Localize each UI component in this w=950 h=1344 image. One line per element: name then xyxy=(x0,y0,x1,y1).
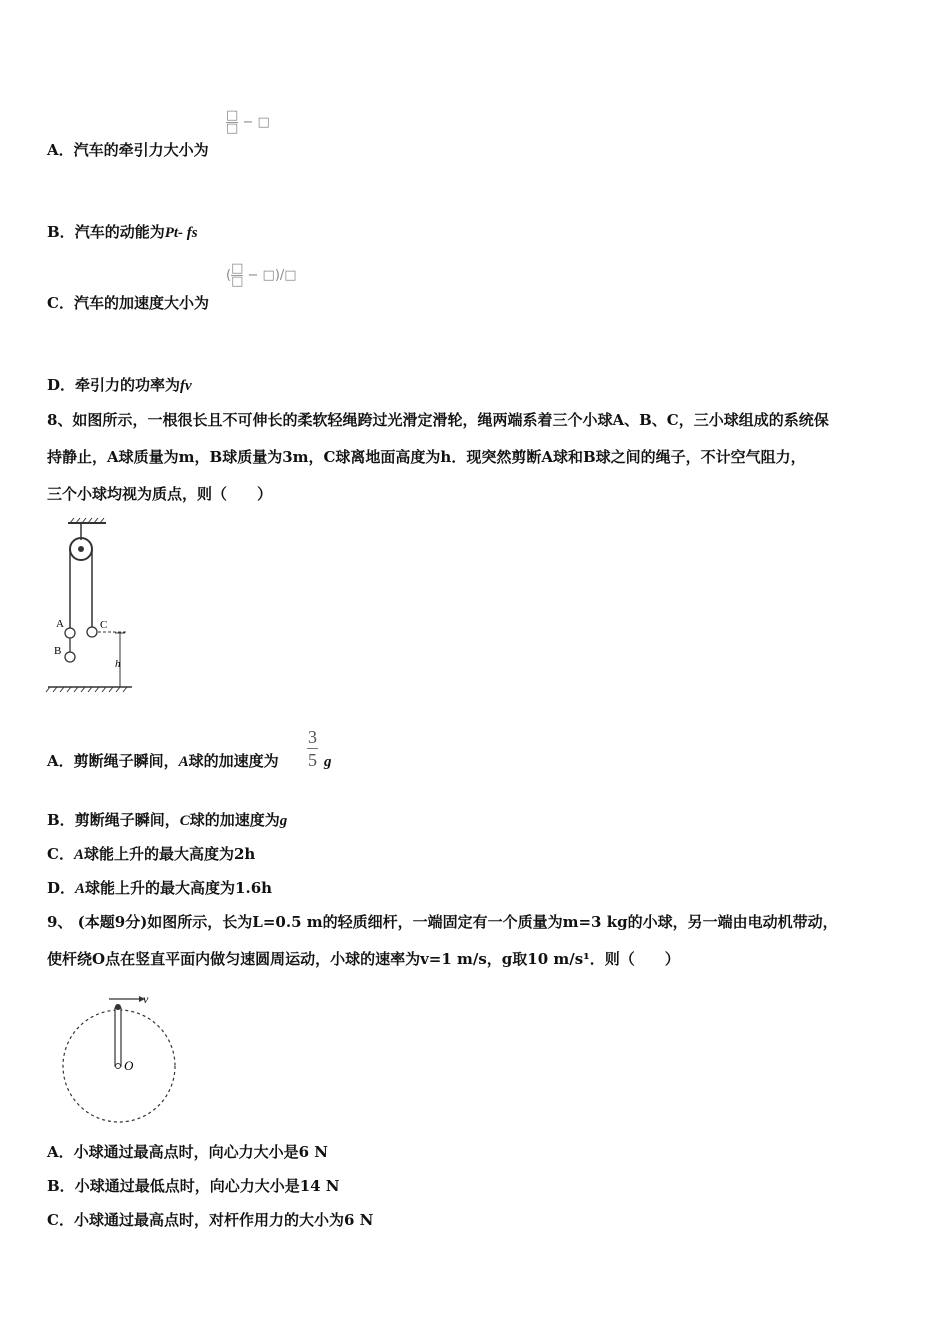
q7-optC-formula: ( $\frac{□}{□}$ − □)/□ xyxy=(226,261,297,289)
q7-optA-formula: $\frac{□}{□}$ − □ xyxy=(226,108,270,136)
q7-option-b: B．汽车的动能为Pt- fs xyxy=(47,223,198,241)
q9-circle-figure xyxy=(55,988,185,1126)
q8-label-c: C xyxy=(100,619,108,631)
q8-option-b: B．剪断绳子瞬间，C球的加速度为g xyxy=(47,811,288,829)
q8-optA-unit: g xyxy=(324,754,332,770)
q8-option-a: A．剪断绳子瞬间，A球的加速度为 xyxy=(47,752,279,770)
q7-option-c: C．汽车的加速度大小为 xyxy=(47,294,209,312)
q7-option-a: A．汽车的牵引力大小为 xyxy=(47,141,209,159)
q9-option-a: A．小球通过最高点时，向心力大小是6 N xyxy=(47,1143,329,1161)
q8-stem-line3: 三个小球均视为质点，则（ ） xyxy=(47,485,273,503)
q9-stem-line1: 9、 (本题9分)如图所示，长为L=0.5 m的轻质细杆，一端固定有一个质量为m=3 kg的小球，另一端由电动机带动， xyxy=(47,913,838,931)
q8-optA-fraction: 3 5 xyxy=(308,727,317,770)
q8-label-a: A xyxy=(56,618,64,630)
q8-pulley-figure xyxy=(40,515,150,700)
q9-label-o: O xyxy=(124,1058,134,1073)
q9-label-v: v xyxy=(143,992,149,1006)
q9-stem-line2: 使杆绕O点在竖直平面内做匀速圆周运动，小球的速率为v=1 m/s，g取10 m/s¹．则（ ） xyxy=(47,950,680,968)
q8-label-h: h xyxy=(115,658,121,670)
q7-option-d: D．牵引力的功率为fv xyxy=(47,376,192,394)
q8-stem-line1: 8、如图所示，一根很长且不可伸长的柔软轻绳跨过光滑定滑轮，绳两端系着三个小球A、B、C，三小球组成的系统保 xyxy=(47,411,829,429)
q9-option-c: C．小球通过最高点时，对杆作用力的大小为6 N xyxy=(47,1211,374,1229)
q8-stem-line2: 持静止，A球质量为m，B球质量为3m，C球离地面高度为h．现突然剪断A球和B球之间的绳子，不计空气阻力， xyxy=(47,448,806,466)
q8-label-b: B xyxy=(54,645,62,657)
q8-option-c: C．A球能上升的最大高度为2h xyxy=(47,845,256,863)
q9-option-b: B．小球通过最低点时，向心力大小是14 N xyxy=(47,1177,340,1195)
q8-option-d: D．A球能上升的最大高度为1.6h xyxy=(47,879,273,897)
